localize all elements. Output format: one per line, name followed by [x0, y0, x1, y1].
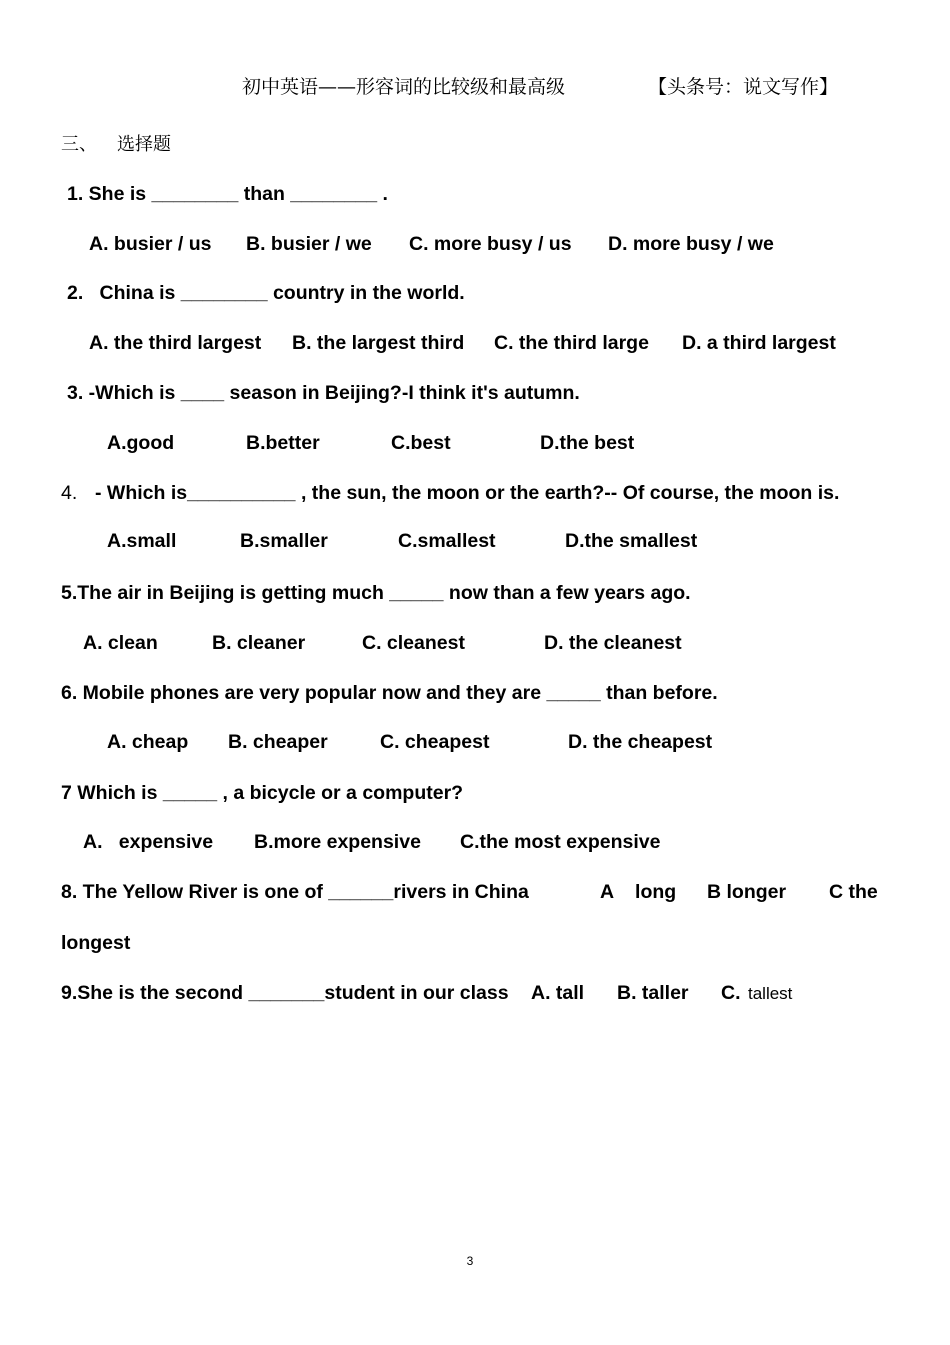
question-2-stem: 2. China is ________ country in the world.	[67, 282, 465, 304]
question-3-option-b: B.better	[246, 432, 320, 454]
question-5-option-b: B. cleaner	[212, 632, 306, 654]
question-3-option-c: C.best	[391, 432, 451, 454]
question-9-option-c: C.	[721, 982, 741, 1004]
question-2-option-d: D. a third largest	[682, 332, 836, 354]
question-4-option-d: D.the smallest	[565, 530, 698, 552]
question-7-stem: 7 Which is _____ , a bicycle or a computer?	[61, 782, 464, 804]
question-7-option-b: B.more expensive	[254, 831, 421, 853]
question-5-option-a: A. clean	[83, 632, 158, 654]
question-5-option-d: D. the cleanest	[544, 632, 682, 654]
question-9-option-b: B. taller	[617, 982, 689, 1004]
question-6-option-d: D. the cheapest	[568, 731, 713, 753]
question-2-option-a: A. the third largest	[89, 332, 262, 354]
question-1-option-b: B. busier / we	[246, 233, 372, 255]
section-number: 三、	[61, 134, 97, 155]
question-9-option-a: A. tall	[531, 982, 585, 1004]
question-4-stem: - Which is__________ , the sun, the moon or the earth?-- Of course, the moon is.	[95, 482, 840, 504]
question-9-option-c-text: tallest	[748, 984, 793, 1003]
question-1-option-c: C. more busy / us	[409, 233, 572, 255]
question-6-option-a: A. cheap	[107, 731, 189, 753]
question-2-option-c: C. the third large	[494, 332, 649, 354]
question-8-option-b: B longer	[707, 881, 787, 903]
section-heading	[61, 130, 171, 156]
question-9-stem: 9.She is the second _______student in our class	[61, 982, 509, 1004]
section-title: 选择题	[117, 134, 171, 155]
question-8-option-a: A long	[600, 881, 677, 903]
question-4-number: 4.	[61, 482, 78, 504]
source-tag: 【头条号：说文写作】	[648, 76, 839, 98]
question-7-option-a: A. expensive	[83, 831, 214, 853]
question-4-option-b: B.smaller	[240, 530, 328, 552]
question-8-continuation: longest	[61, 932, 131, 954]
question-1-option-a: A. busier / us	[89, 233, 212, 255]
question-7-option-c: C.the most expensive	[460, 831, 661, 853]
question-1-stem: 1. She is ________ than ________ .	[67, 183, 388, 205]
question-5-stem: 5.The air in Beijing is getting much _____ now than a few years ago.	[61, 582, 691, 604]
question-3-option-a: A.good	[107, 432, 175, 454]
page-number: 3	[466, 1254, 474, 1268]
document-title: 初中英语——形容词的比较级和最高级	[242, 76, 566, 98]
question-6-stem: 6. Mobile phones are very popular now and they are _____ than before.	[61, 682, 718, 704]
question-6-option-c: C. cheapest	[380, 731, 490, 753]
question-6-option-b: B. cheaper	[228, 731, 328, 753]
question-2-option-b: B. the largest third	[292, 332, 465, 354]
question-1-option-d: D. more busy / we	[608, 233, 774, 255]
question-5-option-c: C. cleanest	[362, 632, 465, 654]
question-8-stem: 8. The Yellow River is one of ______rivers in China	[61, 881, 529, 903]
question-3-stem: 3. -Which is ____ season in Beijing?-I think it's autumn.	[67, 382, 580, 404]
question-3-option-d: D.the best	[540, 432, 635, 454]
question-8-option-c: C the	[829, 881, 878, 903]
question-4-option-c: C.smallest	[398, 530, 496, 552]
question-4-option-a: A.small	[107, 530, 177, 552]
